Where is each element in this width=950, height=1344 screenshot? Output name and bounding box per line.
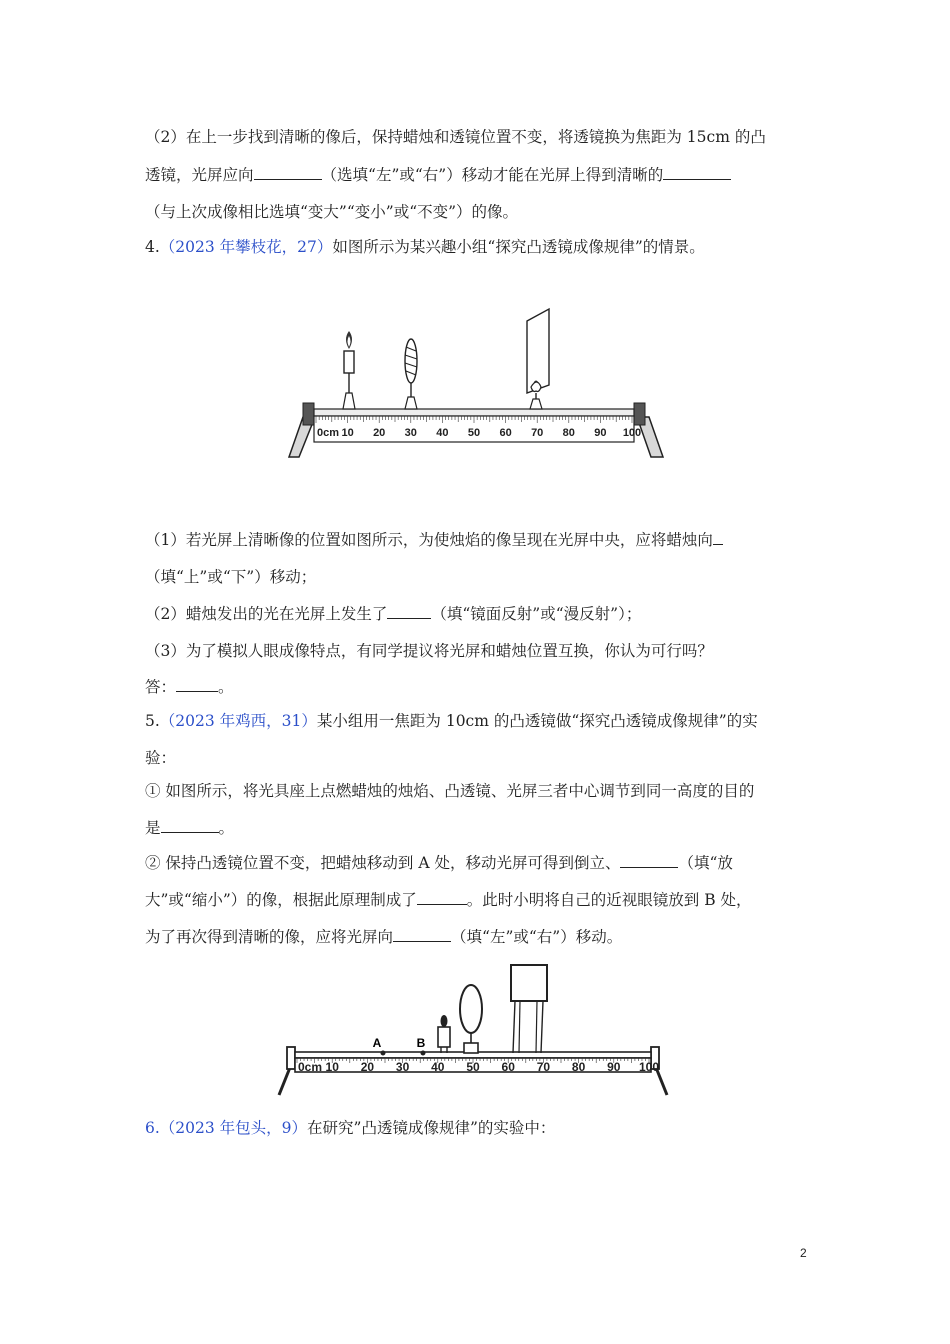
text: 。此时小明将自己的近视眼镜放到 B 处， (466, 891, 752, 909)
text: （2）蜡烛发出的光在光屏上发生了 (145, 605, 388, 623)
ruler-label: 70 (531, 427, 544, 439)
q3-part2-line1 (145, 127, 766, 147)
bench-right-end (634, 403, 645, 425)
text: （填“镜面反射”或“漫反射”）； (431, 605, 642, 623)
answer-blank[interactable] (387, 604, 431, 619)
text: ② 保持凸透镜位置不变，把蜡烛移动到 A 处，移动光屏可得到倒立、 (145, 854, 621, 872)
ruler-label: 30 (404, 427, 417, 439)
ruler-label: 90 (607, 1060, 621, 1074)
text: （与上次成像相比选填“变大”“变小”或“不变”）的像。 (145, 203, 519, 221)
text: 。 (218, 819, 235, 837)
text: 为了再次得到清晰的像，应将光屏向 (145, 928, 394, 946)
convex-lens (405, 339, 417, 409)
text: 验： (145, 749, 177, 767)
ruler-label: 40 (436, 427, 449, 439)
bench-left-end (287, 1047, 295, 1069)
q5-item1 (145, 781, 754, 801)
convex-lens (460, 985, 482, 1053)
text: （3）为了模拟人眼成像特点，有同学提议将光屏和蜡烛位置互换，你认为可行吗？ (145, 642, 713, 660)
q4-stem (145, 237, 705, 257)
ruler-label: 60 (501, 1060, 515, 1074)
answer-blank[interactable] (620, 853, 678, 868)
bench-rail (314, 409, 634, 416)
q5-stem-line2 (145, 748, 176, 768)
question-number: 4. (145, 238, 160, 256)
question-source: （2023 年攀枝花，27） (159, 238, 333, 256)
answer-blank[interactable] (176, 677, 218, 692)
page-number: 2 (800, 1246, 807, 1260)
answer-blank[interactable] (417, 890, 467, 905)
q5-item2-line3 (145, 927, 622, 947)
optical-bench-figure-1 (285, 305, 670, 460)
ruler-label: 90 (594, 427, 607, 439)
label-a: A (372, 1036, 382, 1050)
ruler-label: 100 (638, 1060, 660, 1074)
text: （填“左”或“右”）移动。 (451, 928, 623, 946)
q4-sub2 (145, 604, 641, 624)
optical-bench-figure-2 (275, 955, 670, 1100)
text: 。 (218, 678, 234, 696)
text: （填“放 (678, 854, 733, 872)
question-text: 某小组用一焦距为 10cm 的凸透镜做“探究凸透镜成像规律”的实 (316, 712, 758, 730)
candle (343, 331, 355, 409)
q4-sub1-line1 (145, 530, 723, 550)
question-number: 5. (145, 712, 160, 730)
ruler-label: 60 (499, 427, 512, 439)
ruler-label: 40 (431, 1060, 445, 1074)
text: 透镜，光屏应向 (145, 166, 254, 184)
q5-item2-line2 (145, 890, 752, 910)
question-source: （2023 年包头，9） (159, 1119, 308, 1137)
question-text: 在研究”凸透镜成像规律”的实验中： (307, 1119, 556, 1137)
ruler-label: 80 (571, 1060, 586, 1074)
q5-stem (145, 711, 758, 731)
question-number: 6. (145, 1119, 160, 1137)
q4-sub3 (145, 641, 713, 661)
ruler-label: 10 (325, 1060, 339, 1074)
ruler-label: 20 (360, 1060, 375, 1074)
q4-sub1-line2 (145, 567, 316, 587)
light-screen (511, 965, 547, 1053)
light-screen (527, 309, 549, 409)
bench-left-end (303, 403, 314, 425)
q3-part2-line3 (145, 202, 518, 222)
q3-part2-line2 (145, 165, 731, 185)
text: ① 如图所示，将光具座上点燃蜡烛的烛焰、凸透镜、光屏三者中心调节到同一高度的目的 (145, 782, 755, 800)
question-source: （2023 年鸡西，31） (159, 712, 317, 730)
answer-blank[interactable] (254, 165, 322, 180)
ruler-label: 100 (622, 427, 642, 439)
answer-blank[interactable] (713, 530, 723, 545)
answer-blank[interactable] (393, 927, 451, 942)
answer-blank[interactable] (161, 818, 219, 833)
ruler-label: 70 (536, 1060, 551, 1074)
candle (438, 1015, 450, 1053)
ruler-label: 0cm (317, 427, 340, 439)
text: （1）若光屏上清晰像的位置如图所示，为使烛焰的像呈现在光屏中央，应将蜡烛向 (145, 531, 713, 549)
ruler-label: 30 (395, 1060, 410, 1074)
ruler-label: 20 (373, 427, 386, 439)
question-text: 如图所示为某兴趣小组“探究凸透镜成像规律”的情景。 (332, 238, 705, 256)
text: （选填“左”或“右”）移动才能在光屏上得到清晰的 (321, 166, 664, 184)
ruler-label: 50 (466, 1060, 480, 1074)
ruler-label: 0cm (298, 1060, 323, 1074)
ruler-label: 50 (467, 427, 481, 439)
q4-answer (145, 677, 234, 697)
answer-blank[interactable] (663, 165, 731, 180)
text: 答： (145, 678, 177, 696)
ruler-label: 80 (562, 427, 575, 439)
text: 是 (145, 819, 161, 837)
q6-stem (145, 1118, 555, 1138)
text: 大”或“缩小”）的像，根据此原理制成了 (145, 891, 417, 909)
ruler-label: 10 (341, 427, 354, 439)
q5-item1-line2 (145, 818, 234, 838)
text: （填“上”或“下”）移动； (145, 568, 317, 586)
q5-item2 (145, 853, 733, 873)
text: （2）在上一步找到清晰的像后，保持蜡烛和透镜位置不变，将透镜换为焦距为 15cm 的凸 (145, 128, 766, 146)
label-b: B (416, 1036, 426, 1050)
